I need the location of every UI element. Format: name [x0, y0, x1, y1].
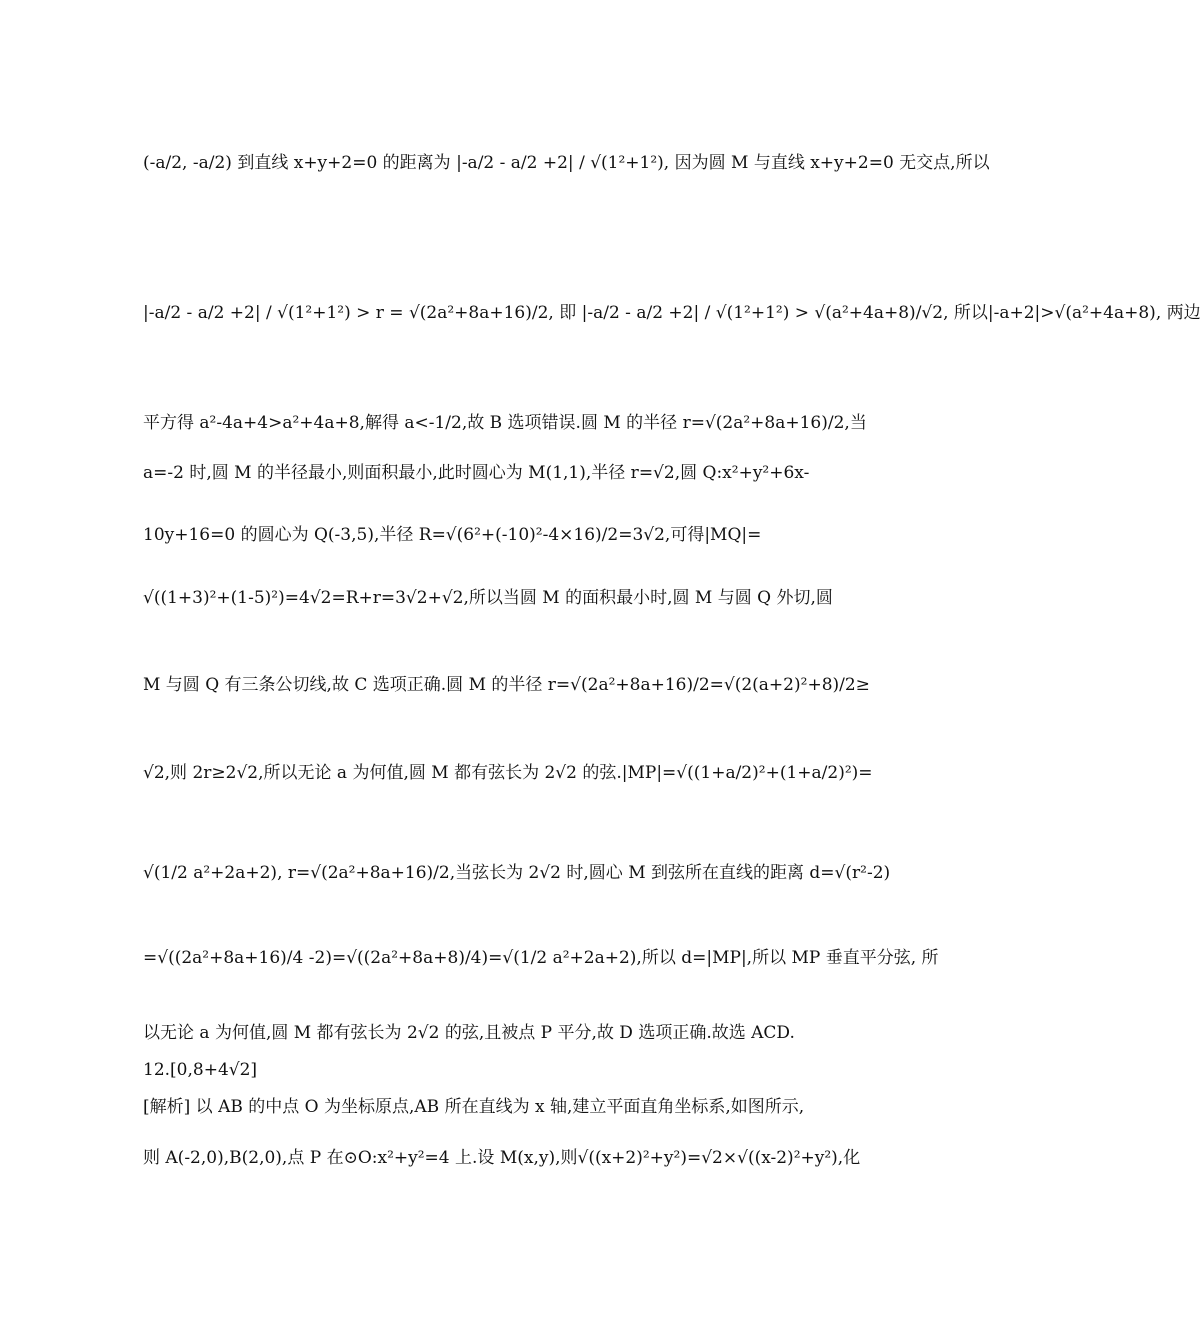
- text-line-9: √(1/2 a²+2a+2), r=√(2a²+8a+16)/2,当弦长为 2√2 时,圆心 M 到弦所在直线的距离 d=√(r²-2): [143, 863, 891, 883]
- text-line-13: [解析] 以 AB 的中点 O 为坐标原点,AB 所在直线为 x 轴,建立平面直角坐标系,如图所示,: [143, 1097, 805, 1117]
- text-line-5: 10y+16=0 的圆心为 Q(-3,5),半径 R=√(6²+(-10)²-4×16)/2=3√2,可得|MQ|=: [143, 525, 762, 545]
- text-line-14: 则 A(-2,0),B(2,0),点 P 在⊙O:x²+y²=4 上.设 M(x,y),则√((x+2)²+y²)=√2×√((x-2)²+y²),化: [143, 1148, 861, 1168]
- text-line-10: =√((2a²+8a+16)/4 -2)=√((2a²+8a+8)/4)=√(1/2 a²+2a+2),所以 d=|MP|,所以 MP 垂直平分弦, 所: [143, 948, 939, 968]
- text-line-4: a=-2 时,圆 M 的半径最小,则面积最小,此时圆心为 M(1,1),半径 r=√2,圆 Q:x²+y²+6x-: [143, 463, 810, 483]
- text-line-1: (-a/2, -a/2) 到直线 x+y+2=0 的距离为 |-a/2 - a/2 +2| / √(1²+1²), 因为圆 M 与直线 x+y+2=0 无交点,所以: [143, 153, 990, 173]
- text-line-6: √((1+3)²+(1-5)²)=4√2=R+r=3√2+√2,所以当圆 M 的面积最小时,圆 M 与圆 Q 外切,圆: [143, 588, 833, 608]
- text-line-3: 平方得 a²-4a+4>a²+4a+8,解得 a<-1/2,故 B 选项错误.圆 M 的半径 r=√(2a²+8a+16)/2,当: [143, 413, 867, 433]
- text-line-7: M 与圆 Q 有三条公切线,故 C 选项正确.圆 M 的半径 r=√(2a²+8a+16)/2=√(2(a+2)²+8)/2≥: [143, 675, 870, 695]
- text-line-2: |-a/2 - a/2 +2| / √(1²+1²) > r = √(2a²+8a+16)/2, 即 |-a/2 - a/2 +2| / √(1²+1²) > √(a²+4a+8)/√2, 所以|-a+2|>√(a²+4a+8), 两边: [143, 303, 1201, 323]
- text-line-11: 以无论 a 为何值,圆 M 都有弦长为 2√2 的弦,且被点 P 平分,故 D 选项正确.故选 ACD.: [143, 1023, 795, 1043]
- text-line-8: √2,则 2r≥2√2,所以无论 a 为何值,圆 M 都有弦长为 2√2 的弦.|MP|=√((1+a/2)²+(1+a/2)²)=: [143, 763, 873, 783]
- text-line-12: 12.[0,8+4√2]: [143, 1060, 258, 1080]
